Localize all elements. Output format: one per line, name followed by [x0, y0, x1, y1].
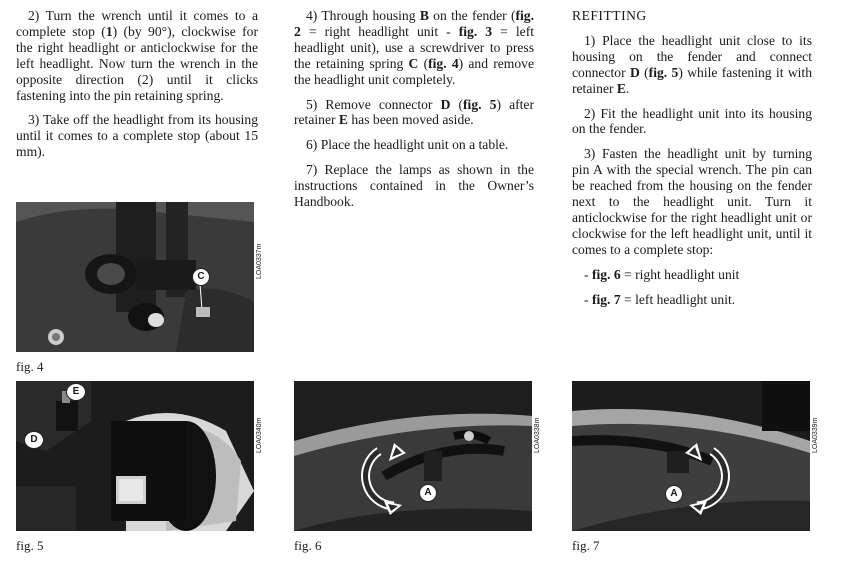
fig5-label: fig. 5 [16, 538, 44, 553]
text-column-2 [294, 8, 534, 219]
fig6-code: LOA0338m [534, 417, 541, 453]
list-item-fig7: - fig. 7 = left headlight unit. [584, 291, 736, 307]
callout-a-fig7: A [665, 485, 683, 503]
figure-5-photo [16, 381, 254, 531]
fig7-code: LOA0339m [812, 417, 819, 453]
text-column-3 [572, 8, 812, 317]
step-3-paragraph: 3) Take off the headlight from its housing until it comes to a complete stop (about 15 mm). [16, 112, 258, 160]
callout-a-fig6: A [419, 484, 437, 502]
fig6-label: fig. 6 [294, 538, 322, 553]
fig7-label: fig. 7 [572, 538, 600, 553]
refit-step-1-paragraph: 1) Place the headlight unit close to its housing on the fender and connect connector D (fig. 5) while fastening it with retainer E. [572, 32, 813, 96]
step-5-paragraph: 5) Remove connector D (fig. 5) after retainer E has been moved aside. [294, 96, 534, 128]
step-6-paragraph: 6) Place the headlight unit on a table. [306, 137, 509, 153]
fig5-code: LOA0340m [256, 417, 263, 453]
fig4-code: LOA0337m [256, 243, 263, 279]
callout-d: D [24, 431, 44, 449]
list-item-fig6: - fig. 6 = right headlight unit [584, 266, 740, 282]
callout-e: E [66, 383, 86, 401]
step-2-paragraph: 2) Turn the wrench until it comes to a complete stop (1) (by 90°), clockwise for the right headlight or anticlockwise for the left headlight. Now turn the wrench in the opposite direction (2) until it clicks fastening into the pin retaining spring. [16, 8, 259, 103]
refitting-heading: REFITTING [572, 8, 647, 23]
text-column-1 [16, 8, 258, 169]
figure-4-photo [16, 202, 254, 352]
step-7-paragraph: 7) Replace the lamps as shown in the instructions contained in the Owner’s Handbook. [294, 162, 534, 210]
step-4-paragraph: 4) Through housing B on the fender (fig. 2 = right headlight unit - fig. 3 = left headlight unit), use a screwdriver to press the retaining spring C (fig. 4) and remove the headlight unit completely. [294, 8, 535, 87]
refit-step-3-paragraph: 3) Fasten the headlight unit by turning pin A with the special wrench. The pin can be reached from the housing on the fender next to the headlight unit. Turn it anticlockwise for the right headlight unit or clockwise for the left headlight unit, until it comes to a complete stop: [572, 146, 812, 257]
figure-7-photo [572, 381, 810, 531]
fig4-label: fig. 4 [16, 359, 44, 374]
callout-c: C [192, 268, 210, 286]
refit-step-2-paragraph: 2) Fit the headlight unit into its housing on the fender. [572, 105, 812, 137]
figure-6-photo [294, 381, 532, 531]
